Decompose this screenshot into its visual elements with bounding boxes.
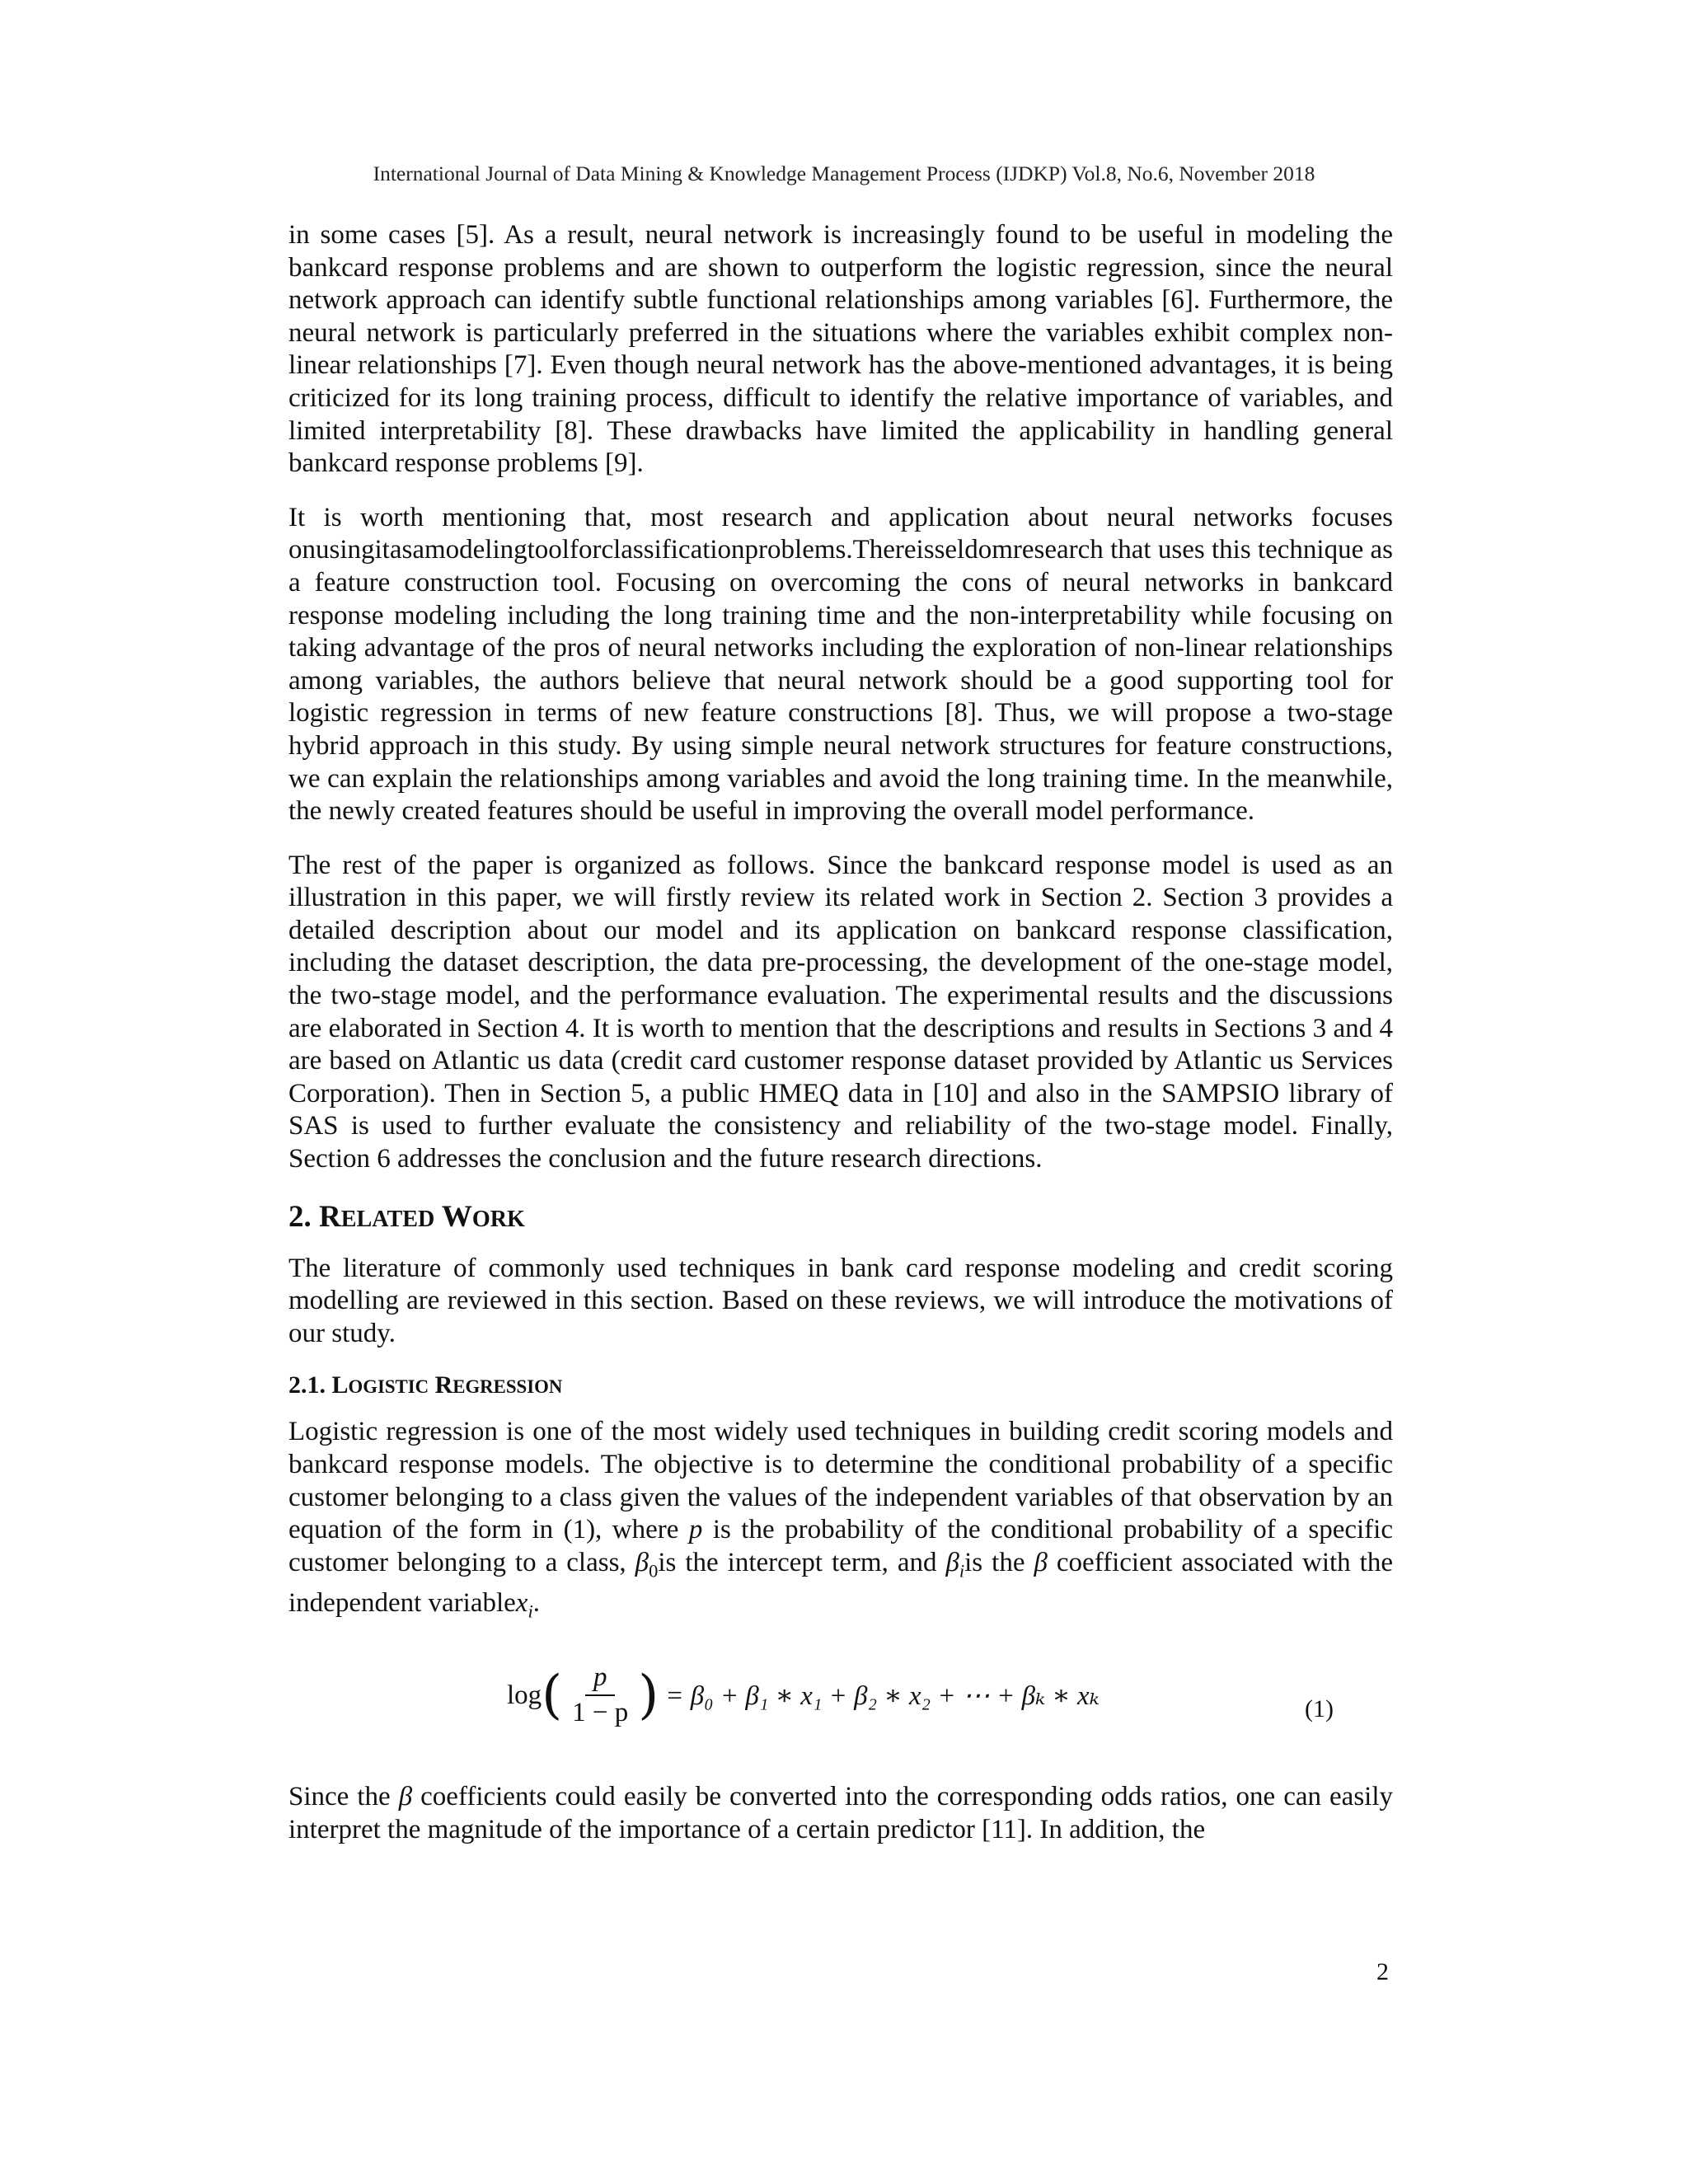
running-header: International Journal of Data Mining & Knowledge Management Process (IJDKP) Vol.8, No.6, November 2018 [373,162,1315,185]
paragraph-feature-construction: It is worth mentioning that, most research and application about neural networks focuses onusingitasamodelingtoolforclassificationproblems.Thereisseldomresearch that uses this technique as a feature construction tool. Focusing on overcoming the cons of neural networks in bankcard response modeling including the long training time and the non-interpretability while focusing on taking advantage of the pros of neural networks including the exploration of non-linear relationships among variables, the authors believe that neural network should be a good supporting tool for logistic regression in terms of new feature constructions [8]. Thus, we will propose a two-stage hybrid approach in this study. By using simple neural network structures for feature constructions, we can explain the relationships among variables and avoid the long training time. In the meanwhile, the newly created features should be useful in improving the overall model performance. [288,502,1393,827]
eq-fraction [564,1662,636,1728]
subsection-heading-logistic-regression: 2.1. LOGISTIC REGRESSION [288,1371,563,1399]
eq-denominator: 1 − p [572,1698,629,1728]
section-heading-related-work: 2. RELATED WORK [288,1199,525,1234]
paragraph-logistic-regression: Logistic regression is one of the most widely used techniques in building credit scoring models and bankcard response models. The objective is to determine the conditional probability of a specific customer belonging to a class given the values of the independent variables of that observation by an equation of the form in (1), where p is the probability of the conditional probability of a specific customer belonging to a class, $\beta_0is$ the intercept term, and $\beta_iis$ the β coefficient associated with the independent variablex$_i$. [288,1417,1393,1622]
paragraph-literature-review: The literature of commonly used techniques in bank card response modeling and credit scoring modelling are reviewed in this section. Based on these reviews, we will introduce the motivations of our study. [288,1253,1393,1348]
page-number: 2 [1376,1958,1389,1985]
eq-numerator: p [585,1662,616,1696]
eq-left-paren: ( [542,1665,563,1727]
paragraph-paper-organization: The rest of the paper is organized as follows. Since the bankcard response model is used as an illustration in this paper, we will firstly review its related work in Section 2. Section 3 provides a detailed description about our model and its application on bankcard response classification, including the dataset description, the data pre-processing, the development of the one-stage model, the two-stage model, and the performance evaluation. The experimental results and the discussions are elaborated in Section 4. It is worth to mention that the descriptions and results in Sections 3 and 4 are based on Atlantic us data (credit card customer response dataset provided by Atlantic us Services Corporation). Then in Section 5, a public HMEQ data in [10] and also in the SAMPSIO library of SAS is used to further evaluate the consistency and reliability of the two-stage model. Finally, Section 6 addresses the conclusion and the future research directions. [288,850,1393,1174]
equation-number: (1) [1305,1695,1334,1723]
eq-log: log [507,1680,542,1710]
eq-rhs: = β₀ + β₁ ∗ x₁ + β₂ ∗ x₂ + ⋯ + βₖ ∗ xₖ [665,1681,1100,1712]
page-content [288,219,1393,1868]
equation-1 [288,1649,1393,1765]
logit-equation [507,1662,1100,1728]
paragraph-neural-network-advantages: in some cases [5]. As a result, neural network is increasingly found to be useful in modeling the bankcard response problems and are shown to outperform the logistic regression, since the neural network approach can identify subtle functional relationships among variables [6]. Furthermore, the neural network is particularly preferred in the situations where the variables exhibit complex non-linear relationships [7]. Even though neural network has the above-mentioned advantages, it is being criticized for its long training process, difficult to identify the relative importance of variables, and limited interpretability [8]. These drawbacks have limited the applicability in handling general bankcard response problems [9]. [288,220,1393,479]
eq-right-paren: ) [638,1665,659,1727]
paragraph-odds-ratios: Since the β coefficients could easily be converted into the corresponding odds ratios, one can easily interpret the magnitude of the importance of a certain predictor [11]. In addition, the [288,1782,1394,1844]
